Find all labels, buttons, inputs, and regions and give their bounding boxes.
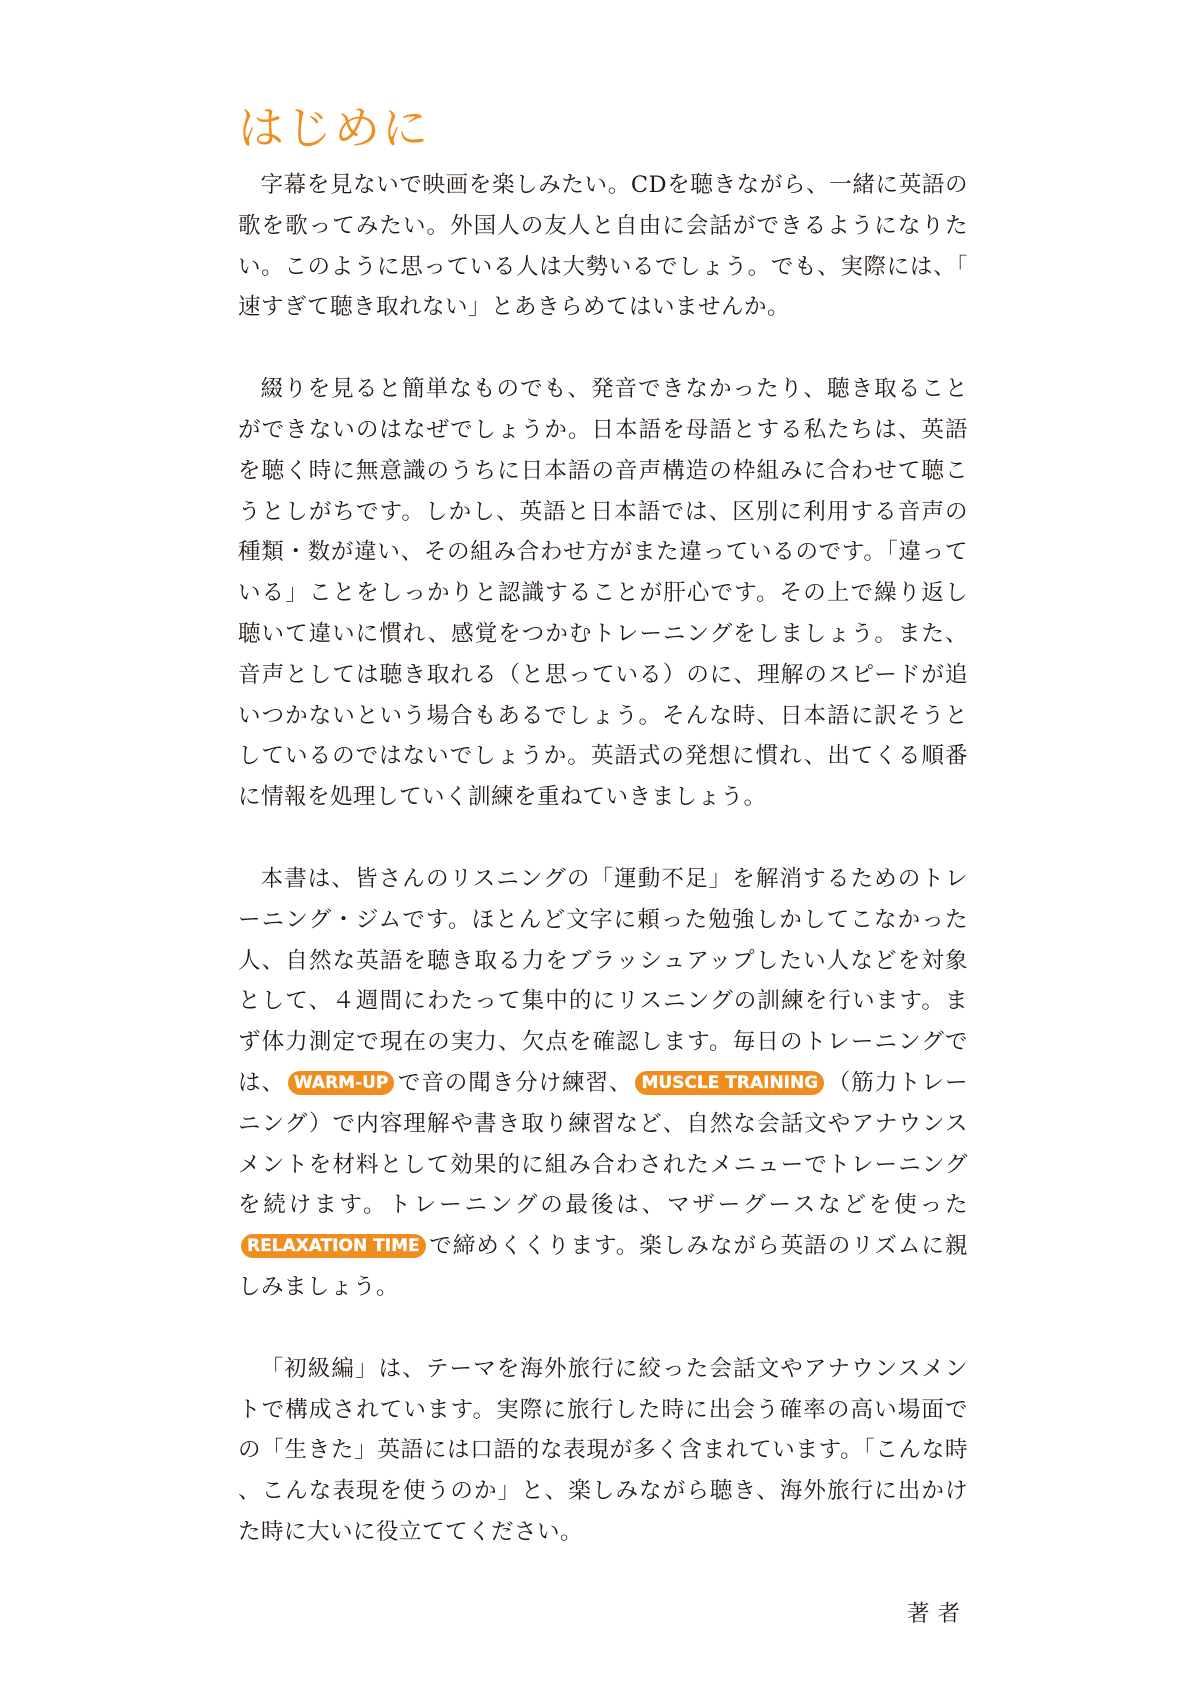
paragraph-text-segment: 本書は、皆さんのリスニングの「運動不足」を解消するためのトレーニング・ジムです。ほとんど文字に頼った勉強しかしてこなかった人、自然な英語を聴き取る力をブラッシュアップしたい人などを対象として、４週間にわたって集中的にリスニングの訓練を行います。まず体力測定で現在の実力、欠点を確認します。毎日のトレーニングでは、 — [238, 865, 968, 1096]
paragraph-pronunciation: 綴りを見ると簡単なものでも、発音できなかったり、聴き取ることができないのはなぜでしょうか。日本語を母語とする私たちは、英語を聴く時に無意識のうちに日本語の音声構造の枠組みに合わせて聴こうとしがちです。しかし、英語と日本語では、区別に利用する音声の種類・数が違い、その組み合わせ方がまた違っているのです。「違っている」ことをしっかりと認識することが肝心です。その上で繰り返し聴いて違いに慣れ、感覚をつかむトレーニングをしましょう。また、音声としては聴き取れる（と思っている）のに、理解のスピードが追いつかないという場合もあるでしょう。そんな時、日本語に訳そうとしているのではないでしょうか。英語式の発想に慣れ、出てくる順番に情報を処理していく訓練を重ねていきましょう。 — [238, 376, 968, 811]
paragraph-book-structure — [238, 859, 968, 1308]
paragraph-text-segment: で音の聞き分け練習、 — [397, 1069, 633, 1096]
paragraph-beginner-edition: 「初級編」は、テーマを海外旅行に絞った会話文やアナウンスメントで構成されています。実際に旅行した時に出会う確率の高い場面での「生きた」英語には口語的な表現が多く含まれています。「こんな時、こんな表現を使うのか」と、楽しみながら聴き、海外旅行に出かけた時に大いに役立ててください。 — [238, 1355, 968, 1545]
warm-up-badge: WARM-UP — [288, 1071, 394, 1095]
muscle-training-badge: MUSCLE TRAINING — [635, 1071, 824, 1095]
paragraph-text-segment: で締めくくります。楽しみながら英語のリズムに親しみましょう。 — [238, 1233, 968, 1300]
preface-body — [238, 165, 968, 1634]
paragraph-intro: 字幕を見ないで映画を楽しみたい。CDを聴きながら、一緒に英語の歌を歌ってみたい。外国人の友人と自由に会話ができるようになりたい。このように思っている人は大勢いるでしょう。でも、実際には、「速すぎて聴き取れない」とあきらめてはいませんか。 — [238, 172, 968, 321]
relaxation-time-badge: RELAXATION TIME — [241, 1234, 426, 1258]
author-signature: 著者 — [906, 1600, 968, 1627]
paragraph-text-segment: （筋力トレーニング）で内容理解や書き取り練習など、自然な会話文やアナウンスメントを材料として効果的に組み合わされたメニューでトレーニングを続けます。トレーニングの最後は、マザーグースなどを使った — [238, 1069, 968, 1219]
page-title: はじめに — [238, 101, 430, 155]
